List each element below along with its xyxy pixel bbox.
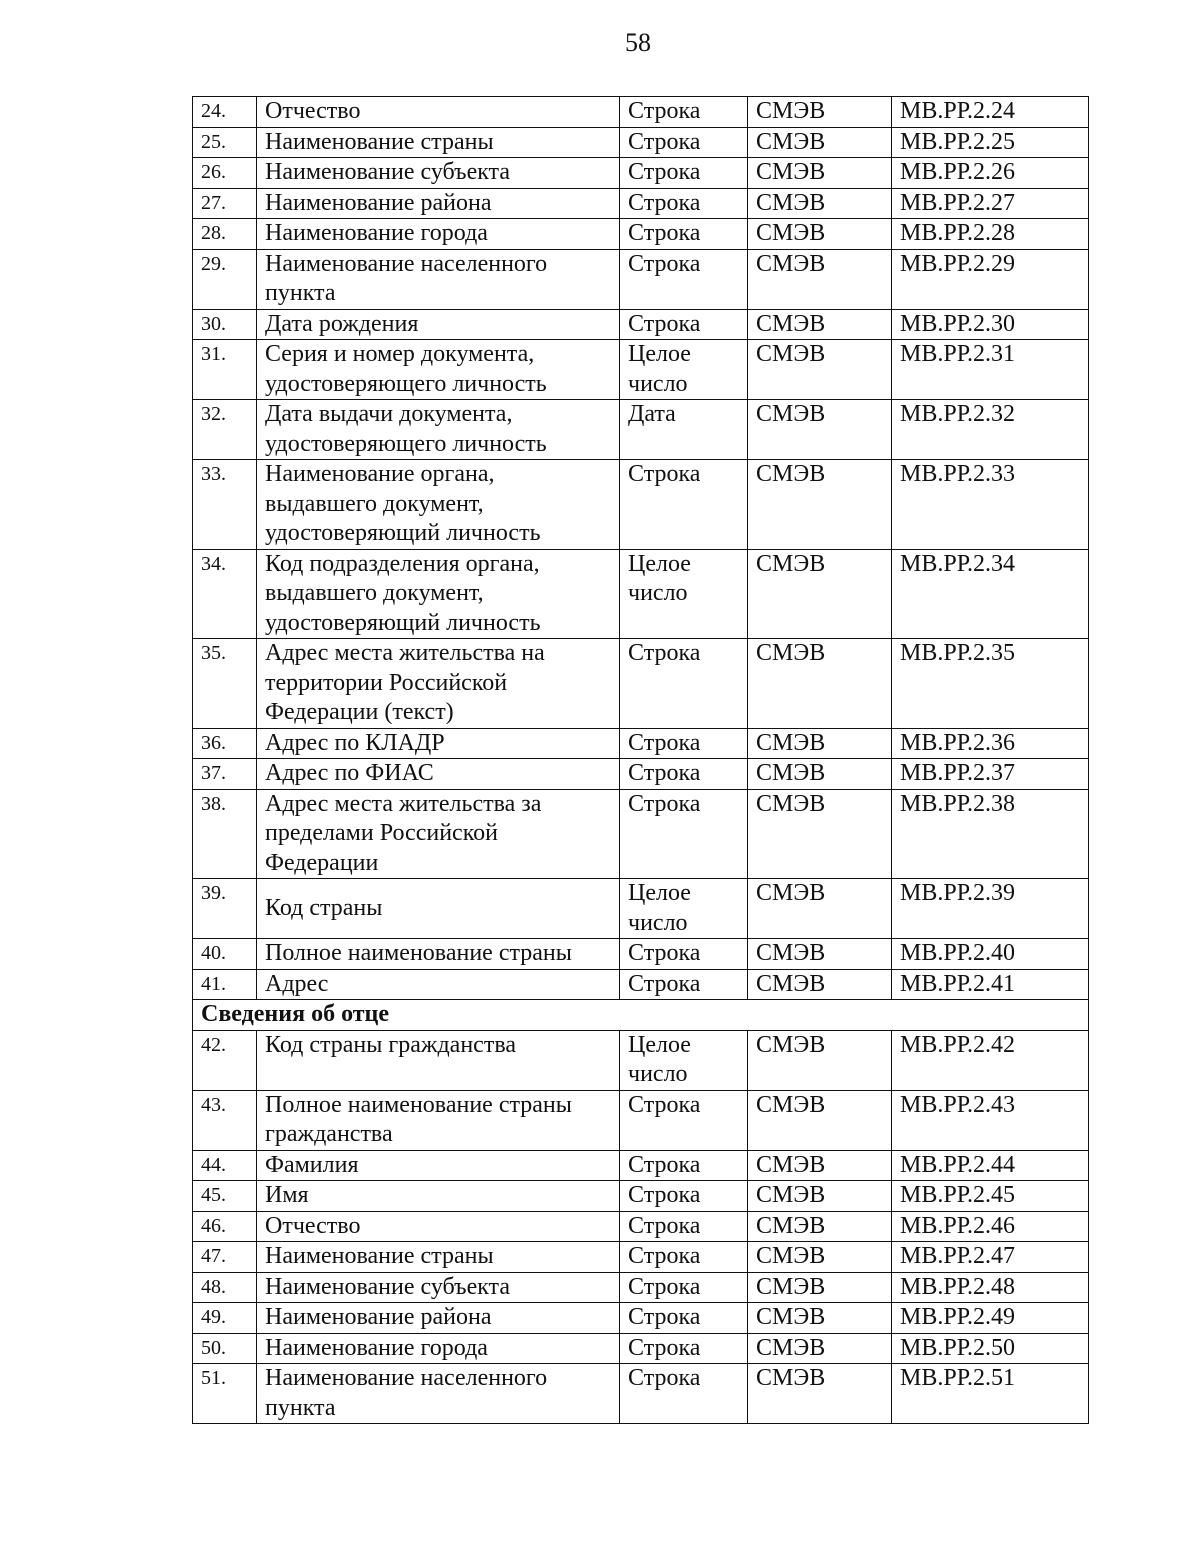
field-type: Строка: [620, 939, 748, 970]
field-source: СМЭВ: [748, 249, 892, 309]
table-row: [193, 1333, 1089, 1364]
row-number: 45.: [193, 1181, 257, 1212]
table-row: [193, 1364, 1089, 1424]
field-code: МВ.РР.2.43: [892, 1090, 1089, 1150]
field-type: Строка: [620, 188, 748, 219]
field-type: Строка: [620, 1272, 748, 1303]
row-number: 42.: [193, 1030, 257, 1090]
table-row: [193, 340, 1089, 400]
field-name: Код подразделения органа, выдавшего документ, удостоверяющий личность: [257, 549, 620, 639]
field-code: МВ.РР.2.49: [892, 1303, 1089, 1334]
row-number: 35.: [193, 639, 257, 729]
table-row: [193, 1242, 1089, 1273]
field-type: Строка: [620, 1181, 748, 1212]
field-name: Имя: [257, 1181, 620, 1212]
table-row: [193, 969, 1089, 1000]
field-code: МВ.РР.2.45: [892, 1181, 1089, 1212]
field-source: СМЭВ: [748, 969, 892, 1000]
field-source: СМЭВ: [748, 1242, 892, 1273]
row-number: 27.: [193, 188, 257, 219]
row-number: 49.: [193, 1303, 257, 1334]
field-code: МВ.РР.2.29: [892, 249, 1089, 309]
field-name: Наименование населенного пункта: [257, 249, 620, 309]
field-source: СМЭВ: [748, 1090, 892, 1150]
row-number: 43.: [193, 1090, 257, 1150]
row-number: 28.: [193, 219, 257, 250]
field-name: Наименование района: [257, 1303, 620, 1334]
field-name: Наименование субъекта: [257, 1272, 620, 1303]
field-name: Адрес места жительства за пределами Российской Федерации: [257, 789, 620, 879]
table-row: [193, 1090, 1089, 1150]
field-source: СМЭВ: [748, 879, 892, 939]
table-row: [193, 789, 1089, 879]
field-source: СМЭВ: [748, 188, 892, 219]
table-row: [193, 939, 1089, 970]
field-source: СМЭВ: [748, 1030, 892, 1090]
field-name: Адрес: [257, 969, 620, 1000]
field-name: Код страны гражданства: [257, 1030, 620, 1090]
field-name: Дата рождения: [257, 309, 620, 340]
field-source: СМЭВ: [748, 549, 892, 639]
field-source: СМЭВ: [748, 1364, 892, 1424]
row-number: 30.: [193, 309, 257, 340]
field-name: Наименование района: [257, 188, 620, 219]
field-source: СМЭВ: [748, 460, 892, 550]
field-code: МВ.РР.2.42: [892, 1030, 1089, 1090]
field-code: МВ.РР.2.34: [892, 549, 1089, 639]
field-type: Строка: [620, 127, 748, 158]
row-number: 40.: [193, 939, 257, 970]
field-code: МВ.РР.2.41: [892, 969, 1089, 1000]
row-number: 36.: [193, 728, 257, 759]
field-code: МВ.РР.2.27: [892, 188, 1089, 219]
field-source: СМЭВ: [748, 309, 892, 340]
table-row: [193, 219, 1089, 250]
field-type: Строка: [620, 1303, 748, 1334]
field-code: МВ.РР.2.26: [892, 158, 1089, 189]
field-code: МВ.РР.2.33: [892, 460, 1089, 550]
field-name: Наименование органа, выдавшего документ, удостоверяющий личность: [257, 460, 620, 550]
field-source: СМЭВ: [748, 400, 892, 460]
field-name: Отчество: [257, 1211, 620, 1242]
field-name: Наименование населенного пункта: [257, 1364, 620, 1424]
table-body: [193, 97, 1089, 1424]
field-type: Целое число: [620, 549, 748, 639]
section-heading: Сведения об отце: [193, 1000, 1089, 1031]
field-code: МВ.РР.2.51: [892, 1364, 1089, 1424]
row-number: 50.: [193, 1333, 257, 1364]
row-number: 32.: [193, 400, 257, 460]
row-number: 29.: [193, 249, 257, 309]
field-code: МВ.РР.2.36: [892, 728, 1089, 759]
field-type: Строка: [620, 1333, 748, 1364]
field-code: МВ.РР.2.32: [892, 400, 1089, 460]
field-type: Строка: [620, 1364, 748, 1424]
field-code: МВ.РР.2.38: [892, 789, 1089, 879]
field-code: МВ.РР.2.24: [892, 97, 1089, 128]
table-row: [193, 1181, 1089, 1212]
field-source: СМЭВ: [748, 1150, 892, 1181]
field-code: МВ.РР.2.48: [892, 1272, 1089, 1303]
field-code: МВ.РР.2.37: [892, 759, 1089, 790]
field-source: СМЭВ: [748, 219, 892, 250]
table-row: [193, 158, 1089, 189]
field-code: МВ.РР.2.30: [892, 309, 1089, 340]
row-number: 25.: [193, 127, 257, 158]
field-code: МВ.РР.2.50: [892, 1333, 1089, 1364]
row-number: 26.: [193, 158, 257, 189]
field-source: СМЭВ: [748, 1211, 892, 1242]
table-row: [193, 309, 1089, 340]
data-attributes-table: [192, 96, 1089, 1424]
field-source: СМЭВ: [748, 789, 892, 879]
field-source: СМЭВ: [748, 1181, 892, 1212]
table-row: [193, 1272, 1089, 1303]
row-number: 48.: [193, 1272, 257, 1303]
field-source: СМЭВ: [748, 1272, 892, 1303]
field-type: Строка: [620, 460, 748, 550]
row-number: 24.: [193, 97, 257, 128]
field-name: Наименование города: [257, 1333, 620, 1364]
field-source: СМЭВ: [748, 340, 892, 400]
field-code: МВ.РР.2.39: [892, 879, 1089, 939]
field-type: Строка: [620, 309, 748, 340]
field-source: СМЭВ: [748, 759, 892, 790]
table-row: [193, 759, 1089, 790]
field-source: СМЭВ: [748, 639, 892, 729]
table-row: [193, 1211, 1089, 1242]
row-number: 39.: [193, 879, 257, 939]
row-number: 47.: [193, 1242, 257, 1273]
field-name: Наименование субъекта: [257, 158, 620, 189]
page-number: 58: [625, 28, 651, 57]
field-name: Наименование страны: [257, 1242, 620, 1273]
table-row: [193, 1030, 1089, 1090]
table-row: [193, 188, 1089, 219]
field-code: МВ.РР.2.47: [892, 1242, 1089, 1273]
field-name: Фамилия: [257, 1150, 620, 1181]
field-name: Наименование страны: [257, 127, 620, 158]
table-row: [193, 460, 1089, 550]
field-type: Целое число: [620, 340, 748, 400]
table-row: [193, 127, 1089, 158]
field-source: СМЭВ: [748, 158, 892, 189]
field-code: МВ.РР.2.35: [892, 639, 1089, 729]
field-source: СМЭВ: [748, 127, 892, 158]
table-row: [193, 639, 1089, 729]
field-code: МВ.РР.2.40: [892, 939, 1089, 970]
field-name: Отчество: [257, 97, 620, 128]
field-type: Дата: [620, 400, 748, 460]
field-code: МВ.РР.2.25: [892, 127, 1089, 158]
table-row: [193, 1303, 1089, 1334]
field-source: СМЭВ: [748, 97, 892, 128]
row-number: 33.: [193, 460, 257, 550]
field-code: МВ.РР.2.44: [892, 1150, 1089, 1181]
field-type: Строка: [620, 639, 748, 729]
field-code: МВ.РР.2.31: [892, 340, 1089, 400]
row-number: 31.: [193, 340, 257, 400]
field-name: Адрес места жительства на территории Российской Федерации (текст): [257, 639, 620, 729]
field-name: Наименование города: [257, 219, 620, 250]
field-type: Целое число: [620, 879, 748, 939]
section-row: [193, 1000, 1089, 1031]
field-code: МВ.РР.2.28: [892, 219, 1089, 250]
field-source: СМЭВ: [748, 1333, 892, 1364]
field-type: Строка: [620, 1242, 748, 1273]
field-name: Код страны: [257, 879, 620, 939]
row-number: 34.: [193, 549, 257, 639]
field-source: СМЭВ: [748, 1303, 892, 1334]
field-name: Полное наименование страны: [257, 939, 620, 970]
field-source: СМЭВ: [748, 728, 892, 759]
row-number: 44.: [193, 1150, 257, 1181]
table-row: [193, 249, 1089, 309]
field-type: Строка: [620, 1211, 748, 1242]
table-row: [193, 728, 1089, 759]
table-row: [193, 549, 1089, 639]
field-name: Полное наименование страны гражданства: [257, 1090, 620, 1150]
field-type: Строка: [620, 1150, 748, 1181]
field-type: Строка: [620, 158, 748, 189]
field-name: Дата выдачи документа, удостоверяющего личность: [257, 400, 620, 460]
field-type: Строка: [620, 728, 748, 759]
field-type: Целое число: [620, 1030, 748, 1090]
field-type: Строка: [620, 249, 748, 309]
field-source: СМЭВ: [748, 939, 892, 970]
row-number: 38.: [193, 789, 257, 879]
field-type: Строка: [620, 759, 748, 790]
field-name: Адрес по КЛАДР: [257, 728, 620, 759]
field-type: Строка: [620, 97, 748, 128]
table-row: [193, 97, 1089, 128]
field-type: Строка: [620, 219, 748, 250]
row-number: 51.: [193, 1364, 257, 1424]
table-row: [193, 1150, 1089, 1181]
field-type: Строка: [620, 969, 748, 1000]
row-number: 37.: [193, 759, 257, 790]
field-name: Адрес по ФИАС: [257, 759, 620, 790]
field-name: Серия и номер документа, удостоверяющего личность: [257, 340, 620, 400]
field-type: Строка: [620, 789, 748, 879]
field-code: МВ.РР.2.46: [892, 1211, 1089, 1242]
table-row: [193, 879, 1089, 939]
row-number: 41.: [193, 969, 257, 1000]
table-row: [193, 400, 1089, 460]
field-type: Строка: [620, 1090, 748, 1150]
row-number: 46.: [193, 1211, 257, 1242]
